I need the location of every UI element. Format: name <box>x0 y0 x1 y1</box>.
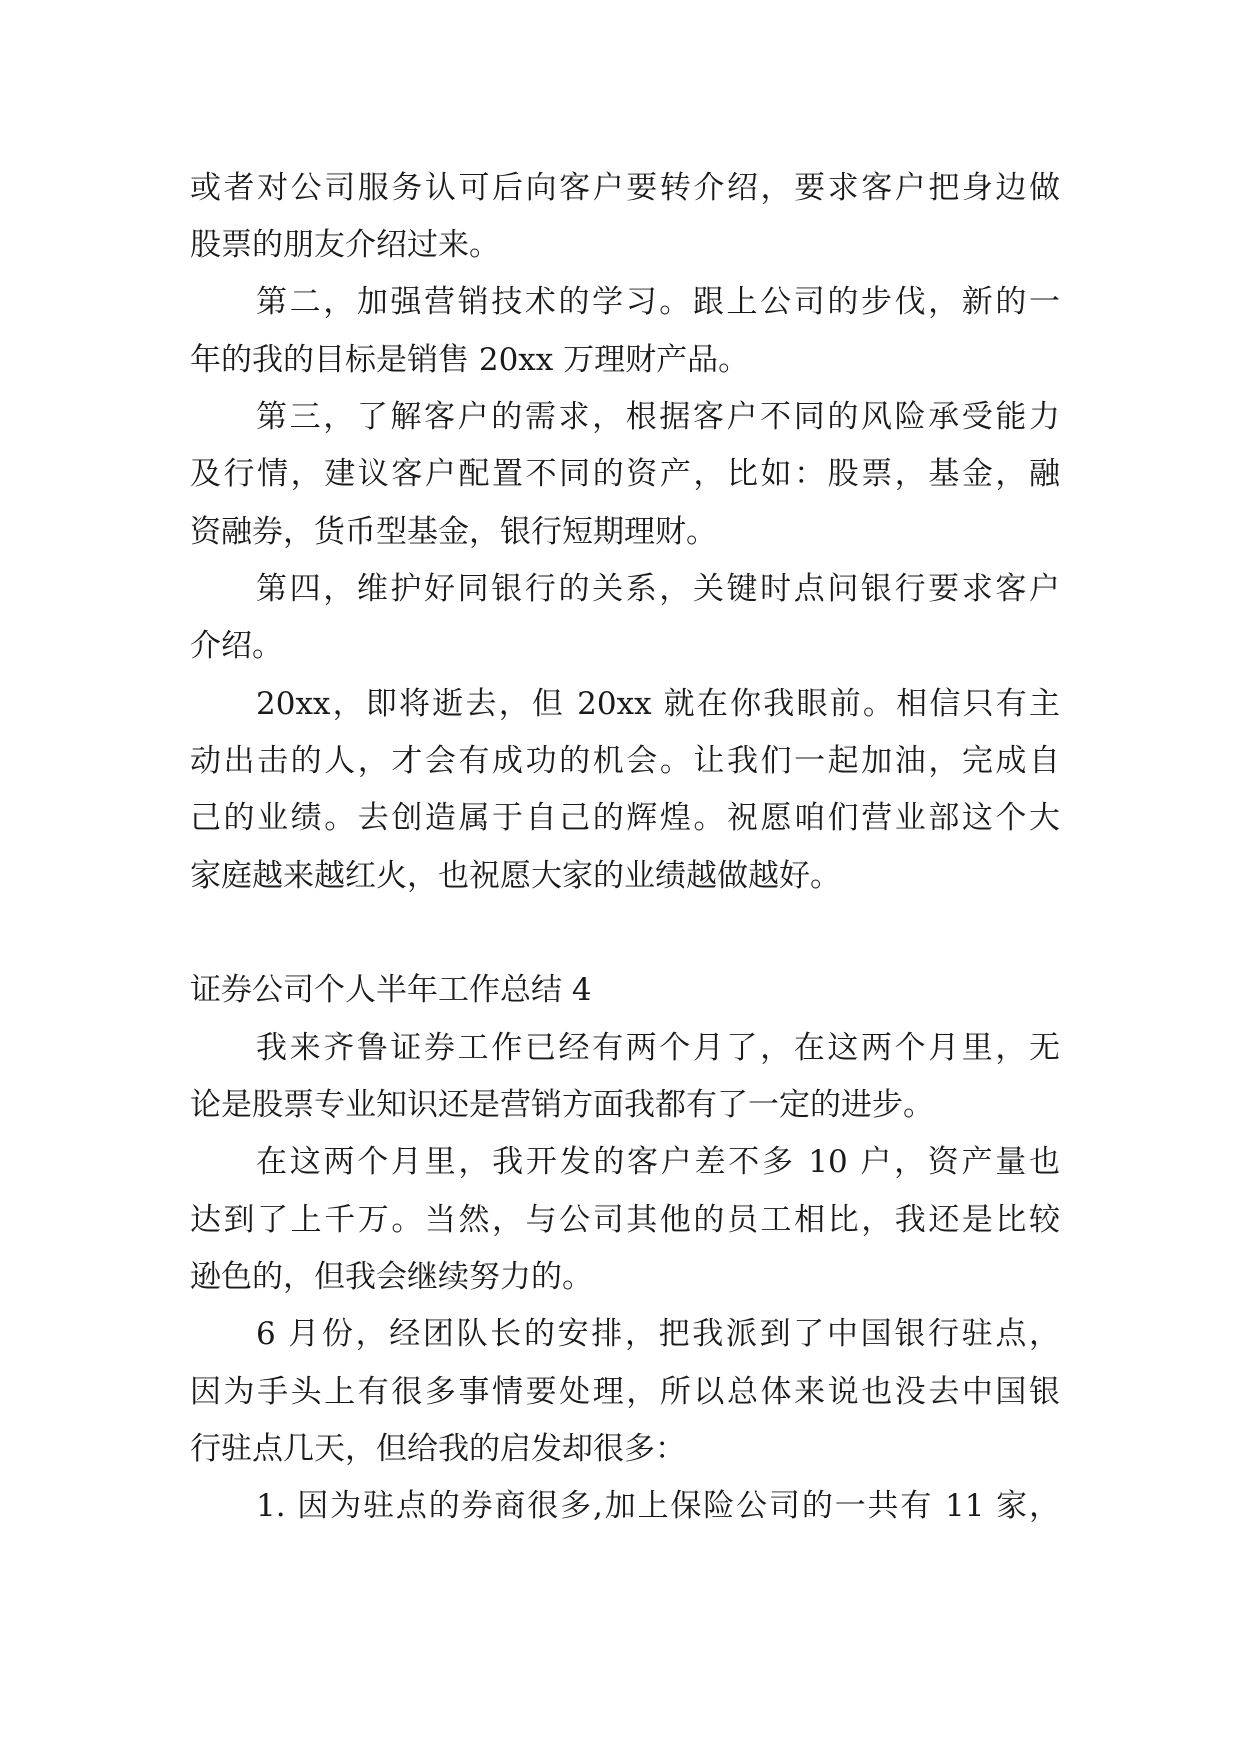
paragraph-line: 股票的朋友介绍过来。 <box>190 227 500 263</box>
paragraph-line: 论是股票专业知识还是营销方面我都有了一定的进步。 <box>190 1087 934 1123</box>
paragraph-line: 第二，加强营销技术的学习。跟上公司的步伐，新的一 <box>256 284 1060 320</box>
paragraph-line: 因为手头上有很多事情要处理，所以总体来说也没去中国银 <box>190 1374 1060 1410</box>
paragraph-line: 20xx，即将逝去，但 20xx 就在你我眼前。相信只有主 <box>256 686 1060 722</box>
paragraph-line: 在这两个月里，我开发的客户差不多 10 户，资产量也 <box>256 1144 1060 1180</box>
paragraph-line: 家庭越来越红火，也祝愿大家的业绩越做越好。 <box>190 858 841 894</box>
paragraph-line: 年的我的目标是销售 20xx 万理财产品。 <box>190 342 750 378</box>
paragraph-line: 资融券，货币型基金，银行短期理财。 <box>190 514 717 550</box>
paragraph-line: 己的业绩。去创造属于自己的辉煌。祝愿咱们营业部这个大 <box>190 800 1060 836</box>
paragraph-line: 达到了上千万。当然，与公司其他的员工相比，我还是比较 <box>190 1202 1060 1238</box>
paragraph-line: 我来齐鲁证券工作已经有两个月了，在这两个月里，无 <box>256 1030 1060 1066</box>
paragraph-line: 第三，了解客户的需求，根据客户不同的风险承受能力 <box>256 399 1060 435</box>
section-heading: 证券公司个人半年工作总结 4 <box>190 972 592 1008</box>
paragraph-line: 动出击的人，才会有成功的机会。让我们一起加油，完成自 <box>190 743 1060 779</box>
paragraph-line: 逊色的，但我会继续努力的。 <box>190 1259 593 1295</box>
paragraph-line: 及行情，建议客户配置不同的资产，比如：股票，基金，融 <box>190 456 1060 492</box>
paragraph-line: 行驻点几天，但给我的启发却很多： <box>190 1431 686 1467</box>
paragraph-line: 或者对公司服务认可后向客户要转介绍，要求客户把身边做 <box>190 170 1060 206</box>
paragraph-line: 第四，维护好同银行的关系，关键时点问银行要求客户 <box>256 571 1060 607</box>
paragraph-line: 6 月份，经团队长的安排，把我派到了中国银行驻点， <box>256 1316 1060 1352</box>
paragraph-line: 介绍。 <box>190 628 283 664</box>
list-item: 1. 因为驻点的券商很多,加上保险公司的一共有 11 家， <box>256 1488 1060 1524</box>
